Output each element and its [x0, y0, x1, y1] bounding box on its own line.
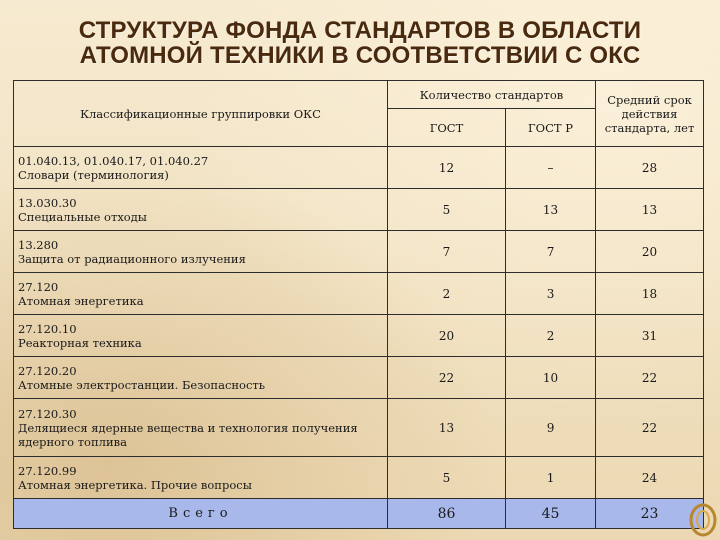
header-gost-r: ГОСТ Р [506, 109, 596, 147]
table-row [14, 189, 704, 231]
gost-r-count: 3 [506, 273, 596, 315]
total-avg-term: 23 [596, 499, 704, 529]
gost-r-count: 13 [506, 189, 596, 231]
total-gost-r: 45 [506, 499, 596, 529]
avg-term: 28 [596, 147, 704, 189]
header-count: Количество стандартов [388, 81, 596, 109]
gost-r-count: 9 [506, 399, 596, 457]
table-header-row [14, 81, 704, 109]
group-name: Атомная энергетика [18, 293, 144, 308]
group-name: Атомные электростанции. Безопасность [18, 377, 266, 392]
oks-code: 27.120 [18, 279, 59, 294]
gost-count: 7 [388, 231, 506, 273]
avg-term: 20 [596, 231, 704, 273]
table-row [14, 399, 704, 457]
avg-term: 18 [596, 273, 704, 315]
oks-code: 01.040.13, 01.040.17, 01.040.27 [18, 153, 209, 168]
table-row [14, 147, 704, 189]
group-name: Реакторная техника [18, 335, 142, 350]
gost-r-count: 10 [506, 357, 596, 399]
page-title-line-1: СТРУКТУРА ФОНДА СТАНДАРТОВ В ОБЛАСТИ [78, 17, 642, 44]
row-label [14, 357, 388, 399]
avg-term: 22 [596, 357, 704, 399]
row-label [14, 457, 388, 499]
gost-count: 22 [388, 357, 506, 399]
gost-r-count: 1 [506, 457, 596, 499]
group-name: Защита от радиационного излучения [18, 251, 246, 266]
group-name: Специальные отходы [18, 209, 147, 224]
oks-code: 27.120.30 [18, 406, 77, 421]
group-name: Атомная энергетика. Прочие вопросы [18, 477, 252, 492]
gost-count: 5 [388, 457, 506, 499]
header-classification: Классификационные группировки ОКС [14, 81, 388, 147]
gost-r-count: 2 [506, 315, 596, 357]
group-name: Словари (терминология) [18, 167, 169, 182]
total-row [14, 499, 704, 529]
row-label [14, 399, 388, 457]
table-row [14, 357, 704, 399]
group-name: Делящиеся ядерные вещества и технология получения ядерного топлива [18, 420, 358, 449]
avg-term: 31 [596, 315, 704, 357]
gost-r-count: 7 [506, 231, 596, 273]
table-row [14, 231, 704, 273]
gost-count: 5 [388, 189, 506, 231]
gost-count: 12 [388, 147, 506, 189]
avg-term: 13 [596, 189, 704, 231]
row-label [14, 231, 388, 273]
row-label [14, 315, 388, 357]
header-gost: ГОСТ [388, 109, 506, 147]
oks-code: 13.030.30 [18, 195, 77, 210]
oks-code: 27.120.99 [18, 463, 77, 478]
table-row [14, 315, 704, 357]
standards-table [13, 80, 704, 529]
avg-term: 24 [596, 457, 704, 499]
gost-count: 20 [388, 315, 506, 357]
gost-count: 2 [388, 273, 506, 315]
page-title [0, 18, 720, 68]
row-label [14, 273, 388, 315]
total-label: Всего [14, 499, 388, 529]
table-row [14, 457, 704, 499]
gost-r-count: – [506, 147, 596, 189]
header-avg-term: Средний срок действия стандарта, лет [596, 81, 704, 147]
total-gost: 86 [388, 499, 506, 529]
row-label [14, 147, 388, 189]
oks-code: 13.280 [18, 237, 59, 252]
avg-term: 22 [596, 399, 704, 457]
gost-count: 13 [388, 399, 506, 457]
oks-code: 27.120.10 [18, 321, 77, 336]
page-title-line-2: АТОМНОЙ ТЕХНИКИ В СООТВЕТСТВИИ С ОКС [79, 42, 641, 69]
row-label [14, 189, 388, 231]
table-row [14, 273, 704, 315]
decorative-logo-icon [688, 498, 718, 538]
oks-code: 27.120.20 [18, 363, 77, 378]
